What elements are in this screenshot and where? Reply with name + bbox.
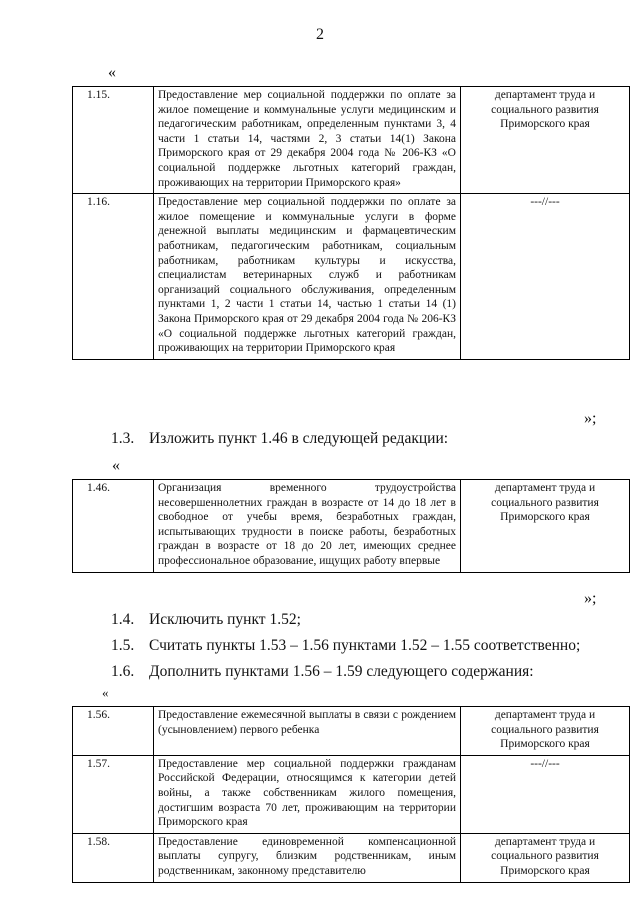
row-number: 1.15. [73,87,154,194]
row-number: 1.46. [73,480,154,573]
department-cell: ---//--- [461,194,630,360]
paragraph-1-6 [111,663,534,681]
row-number: 1.57. [73,755,154,833]
service-description: Организация временного трудоустройства несовершеннолетних граждан в возрасте от 14 до 18 лет в свободное от учебы время, безработных граждан, испытывающих трудности в поиске работы, безработных граждан в возрасте от 18 до 20 лет, имеющих среднее профессиональное образование, ищущих работу впервые [154,480,461,573]
close-quote: »; [584,410,597,427]
table-row [73,707,630,756]
paragraph-number: 1.4. [111,611,135,628]
service-description: Предоставление мер социальной поддержки по оплате за жилое помещение и коммунальные услуги медицинским и педагогическим работникам, определенным пунктами 3, 4 части 1 статьи 14, частями 2, 3 статьи 14(1) Закона Приморского края от 29 декабря 2004 года № 206-КЗ «О социальной поддержке льготных категорий граждан, проживающих на территории Приморского края» [154,87,461,194]
service-description: Предоставление единовременной компенсационной выплаты супругу, близким родственникам, иным родственникам, законному представителю [154,833,461,882]
row-number: 1.16. [73,194,154,360]
table-row [73,87,630,194]
table-row [73,480,630,573]
service-description: Предоставление мер социальной поддержки гражданам Российской Федерации, относящимся к категории детей войны, а также собственникам жилого помещения, достигшим возраста 70 лет, проживающим на территории Приморского края [154,755,461,833]
paragraph-1-3 [111,430,448,448]
table-services-3 [72,706,630,883]
close-quote: »; [584,590,597,607]
open-quote: « [112,457,120,474]
department-cell: департамент труда и социального развития Приморского края [461,480,630,573]
table-services-1 [72,86,630,360]
table-row [73,755,630,833]
paragraph-1-5 [111,637,580,655]
department-cell: департамент труда и социального развития Приморского края [461,87,630,194]
paragraph-number: 1.3. [111,430,135,447]
table-row [73,194,630,360]
service-description: Предоставление мер социальной поддержки по оплате за жилое помещение и коммунальные услуги в форме денежной выплаты медицинским и фармацевтическим работникам, педагогическим работникам, социальным работникам, работникам культуры и искусства, специалистам ветеринарных служб и работникам организаций социального обслуживания, определенным пунктами 1, 2 части 1 статьи 14, частью 1 статьи 14 (1) Закона Приморского края от 29 декабря 2004 года № 206-КЗ «О социальной поддержке льготных категорий граждан, проживающих на территории Приморского края [154,194,461,360]
paragraph-text: Дополнить пунктами 1.56 – 1.59 следующего содержания: [149,663,534,680]
page-number: 2 [316,26,324,43]
table-services-2 [72,479,630,573]
paragraph-number: 1.6. [111,663,135,680]
open-quote: « [102,685,109,700]
paragraph-1-4 [111,611,301,629]
paragraph-number: 1.5. [111,637,135,654]
paragraph-text: Считать пункты 1.53 – 1.56 пунктами 1.52 – 1.55 соответственно; [149,637,581,654]
department-cell: ---//--- [461,755,630,833]
row-number: 1.58. [73,833,154,882]
paragraph-text: Исключить пункт 1.52; [149,611,301,628]
paragraph-text: Изложить пункт 1.46 в следующей редакции: [149,430,449,447]
service-description: Предоставление ежемесячной выплаты в связи с рождением (усыновлением) первого ребенка [154,707,461,756]
department-cell: департамент труда и социального развития Приморского края [461,707,630,756]
department-cell: департамент труда и социального развития Приморского края [461,833,630,882]
table-row [73,833,630,882]
row-number: 1.56. [73,707,154,756]
open-quote: « [108,64,116,81]
